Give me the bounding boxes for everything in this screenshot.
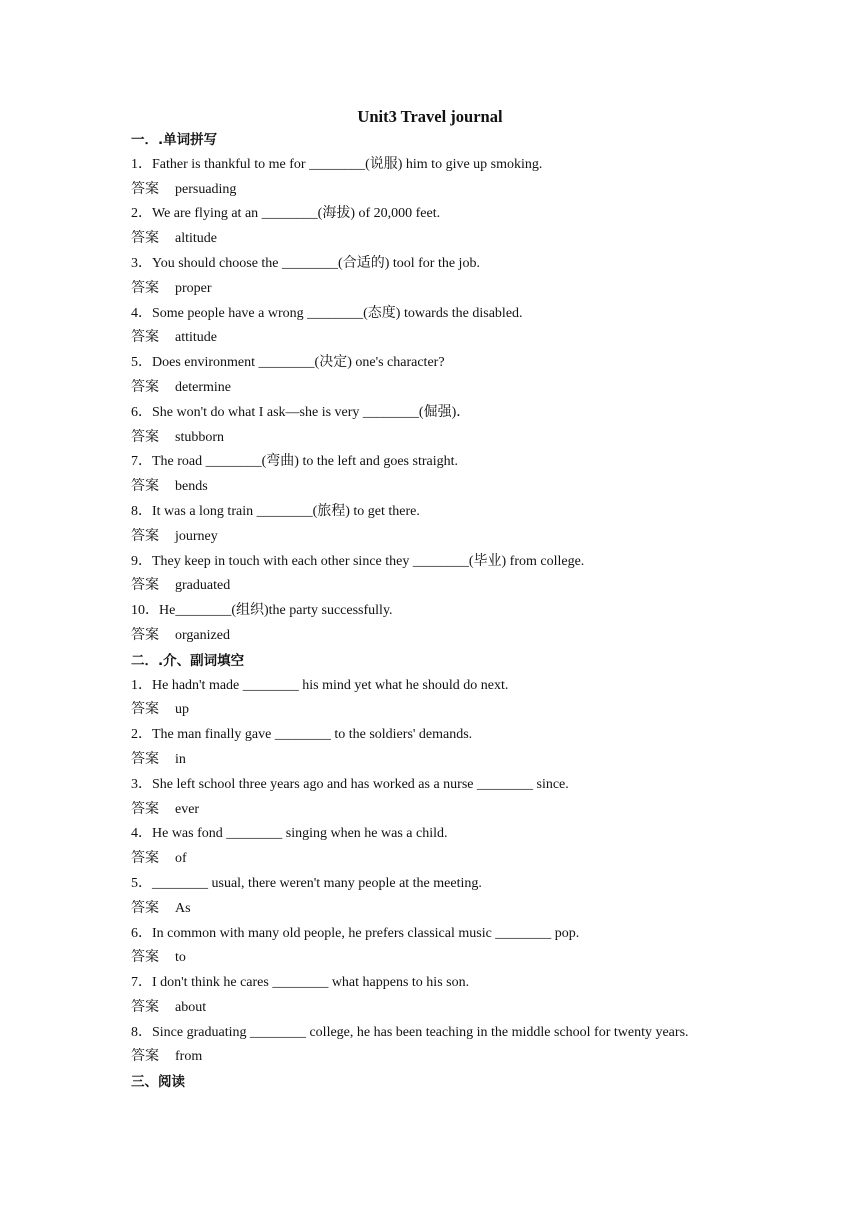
answer-value: As [175, 900, 191, 916]
section-heading: 一．.单词拼写 [131, 132, 218, 148]
answer-value: proper [175, 280, 212, 296]
exercise-content [131, 128, 771, 1095]
question-line: 5．Does environment ________(决定) one's character? [131, 355, 445, 371]
section-heading: 二．.介、副词填空 [131, 652, 245, 669]
answer-label: 答案 [131, 801, 159, 817]
question-line: 4．He was fond ________ singing when he was a child. [131, 826, 448, 842]
question-line: 2．We are flying at an ________(海拔) of 20,000 feet. [131, 206, 441, 222]
question-line: 1．He hadn't made ________ his mind yet what he should do next. [131, 677, 509, 693]
answer-value: stubborn [175, 429, 224, 445]
answer-label: 答案 [131, 751, 159, 767]
answer-value: ever [175, 801, 200, 817]
question-line: 10．He________(组织)the party successfully. [131, 603, 393, 619]
question-line: 7．The road ________(弯曲) to the left and goes straight. [131, 454, 458, 470]
answer-value: of [175, 851, 187, 867]
answer-line [131, 798, 771, 823]
answer-line [131, 277, 771, 302]
question-line: 4．Some people have a wrong ________(态度) towards the disabled. [131, 305, 523, 321]
answer-label: 答案 [131, 379, 159, 395]
answer-value: in [175, 751, 186, 767]
answer-value: journey [175, 528, 218, 544]
answer-value: bends [175, 479, 208, 495]
answer-value: up [175, 702, 189, 718]
question-line: 1．Father is thankful to me for ________(说服) him to give up smoking. [131, 156, 543, 172]
answer-label: 答案 [131, 900, 159, 916]
answer-line [131, 897, 771, 922]
answer-label: 答案 [131, 280, 159, 296]
answer-value: attitude [175, 330, 217, 346]
answer-value: graduated [175, 578, 231, 594]
answer-label: 答案 [131, 999, 159, 1015]
question-line: 8．Since graduating ________ college, he has been teaching in the middle school for twenty years. [131, 1024, 689, 1040]
answer-value: persuading [175, 181, 237, 197]
document-title: Unit3 Travel journal [357, 107, 503, 126]
answer-label: 答案 [131, 702, 159, 718]
answer-label: 答案 [131, 851, 159, 867]
answer-line [131, 178, 771, 203]
answer-line [131, 326, 771, 351]
question-line: 2．The man finally gave ________ to the soldiers' demands. [131, 727, 473, 743]
section-heading: 三、阅读 [131, 1074, 185, 1091]
question-line: 5．________ usual, there weren't many people at the meeting. [131, 875, 482, 891]
answer-label: 答案 [131, 330, 159, 346]
question-line: 6．She won't do what I ask—she is very ________(倔强)． [131, 404, 471, 420]
answer-value: from [175, 1049, 203, 1065]
answer-line [131, 624, 771, 649]
question-line: 3．She left school three years ago and has worked as a nurse ________ since. [131, 776, 569, 792]
answer-line [131, 946, 771, 971]
answer-label: 答案 [131, 950, 159, 966]
answer-line [131, 525, 771, 550]
answer-line [131, 1045, 771, 1070]
answer-label: 答案 [131, 627, 159, 643]
question-line: 8．It was a long train ________(旅程) to get there. [131, 503, 420, 519]
answer-line [131, 996, 771, 1021]
question-line: 6．In common with many old people, he prefers classical music ________ pop. [131, 925, 580, 941]
answer-line [131, 426, 771, 451]
answer-line [131, 376, 771, 401]
answer-value: about [175, 999, 207, 1015]
answer-line [131, 475, 771, 500]
answer-label: 答案 [131, 181, 159, 197]
answer-value: organized [175, 627, 230, 643]
answer-line [131, 574, 771, 599]
answer-label: 答案 [131, 528, 159, 544]
answer-value: determine [175, 379, 231, 395]
answer-label: 答案 [131, 578, 159, 594]
answer-value: to [175, 950, 186, 966]
answer-line [131, 698, 771, 723]
question-line: 3．You should choose the ________(合适的) tool for the job. [131, 255, 480, 271]
answer-label: 答案 [131, 231, 159, 247]
answer-value: altitude [175, 231, 217, 247]
answer-label: 答案 [131, 1049, 159, 1065]
answer-line [131, 847, 771, 872]
answer-line [131, 748, 771, 773]
question-line: 7．I don't think he cares ________ what happens to his son. [131, 975, 470, 991]
answer-label: 答案 [131, 429, 159, 445]
answer-line [131, 227, 771, 252]
answer-label: 答案 [131, 479, 159, 495]
question-line: 9．They keep in touch with each other since they ________(毕业) from college. [131, 553, 585, 569]
